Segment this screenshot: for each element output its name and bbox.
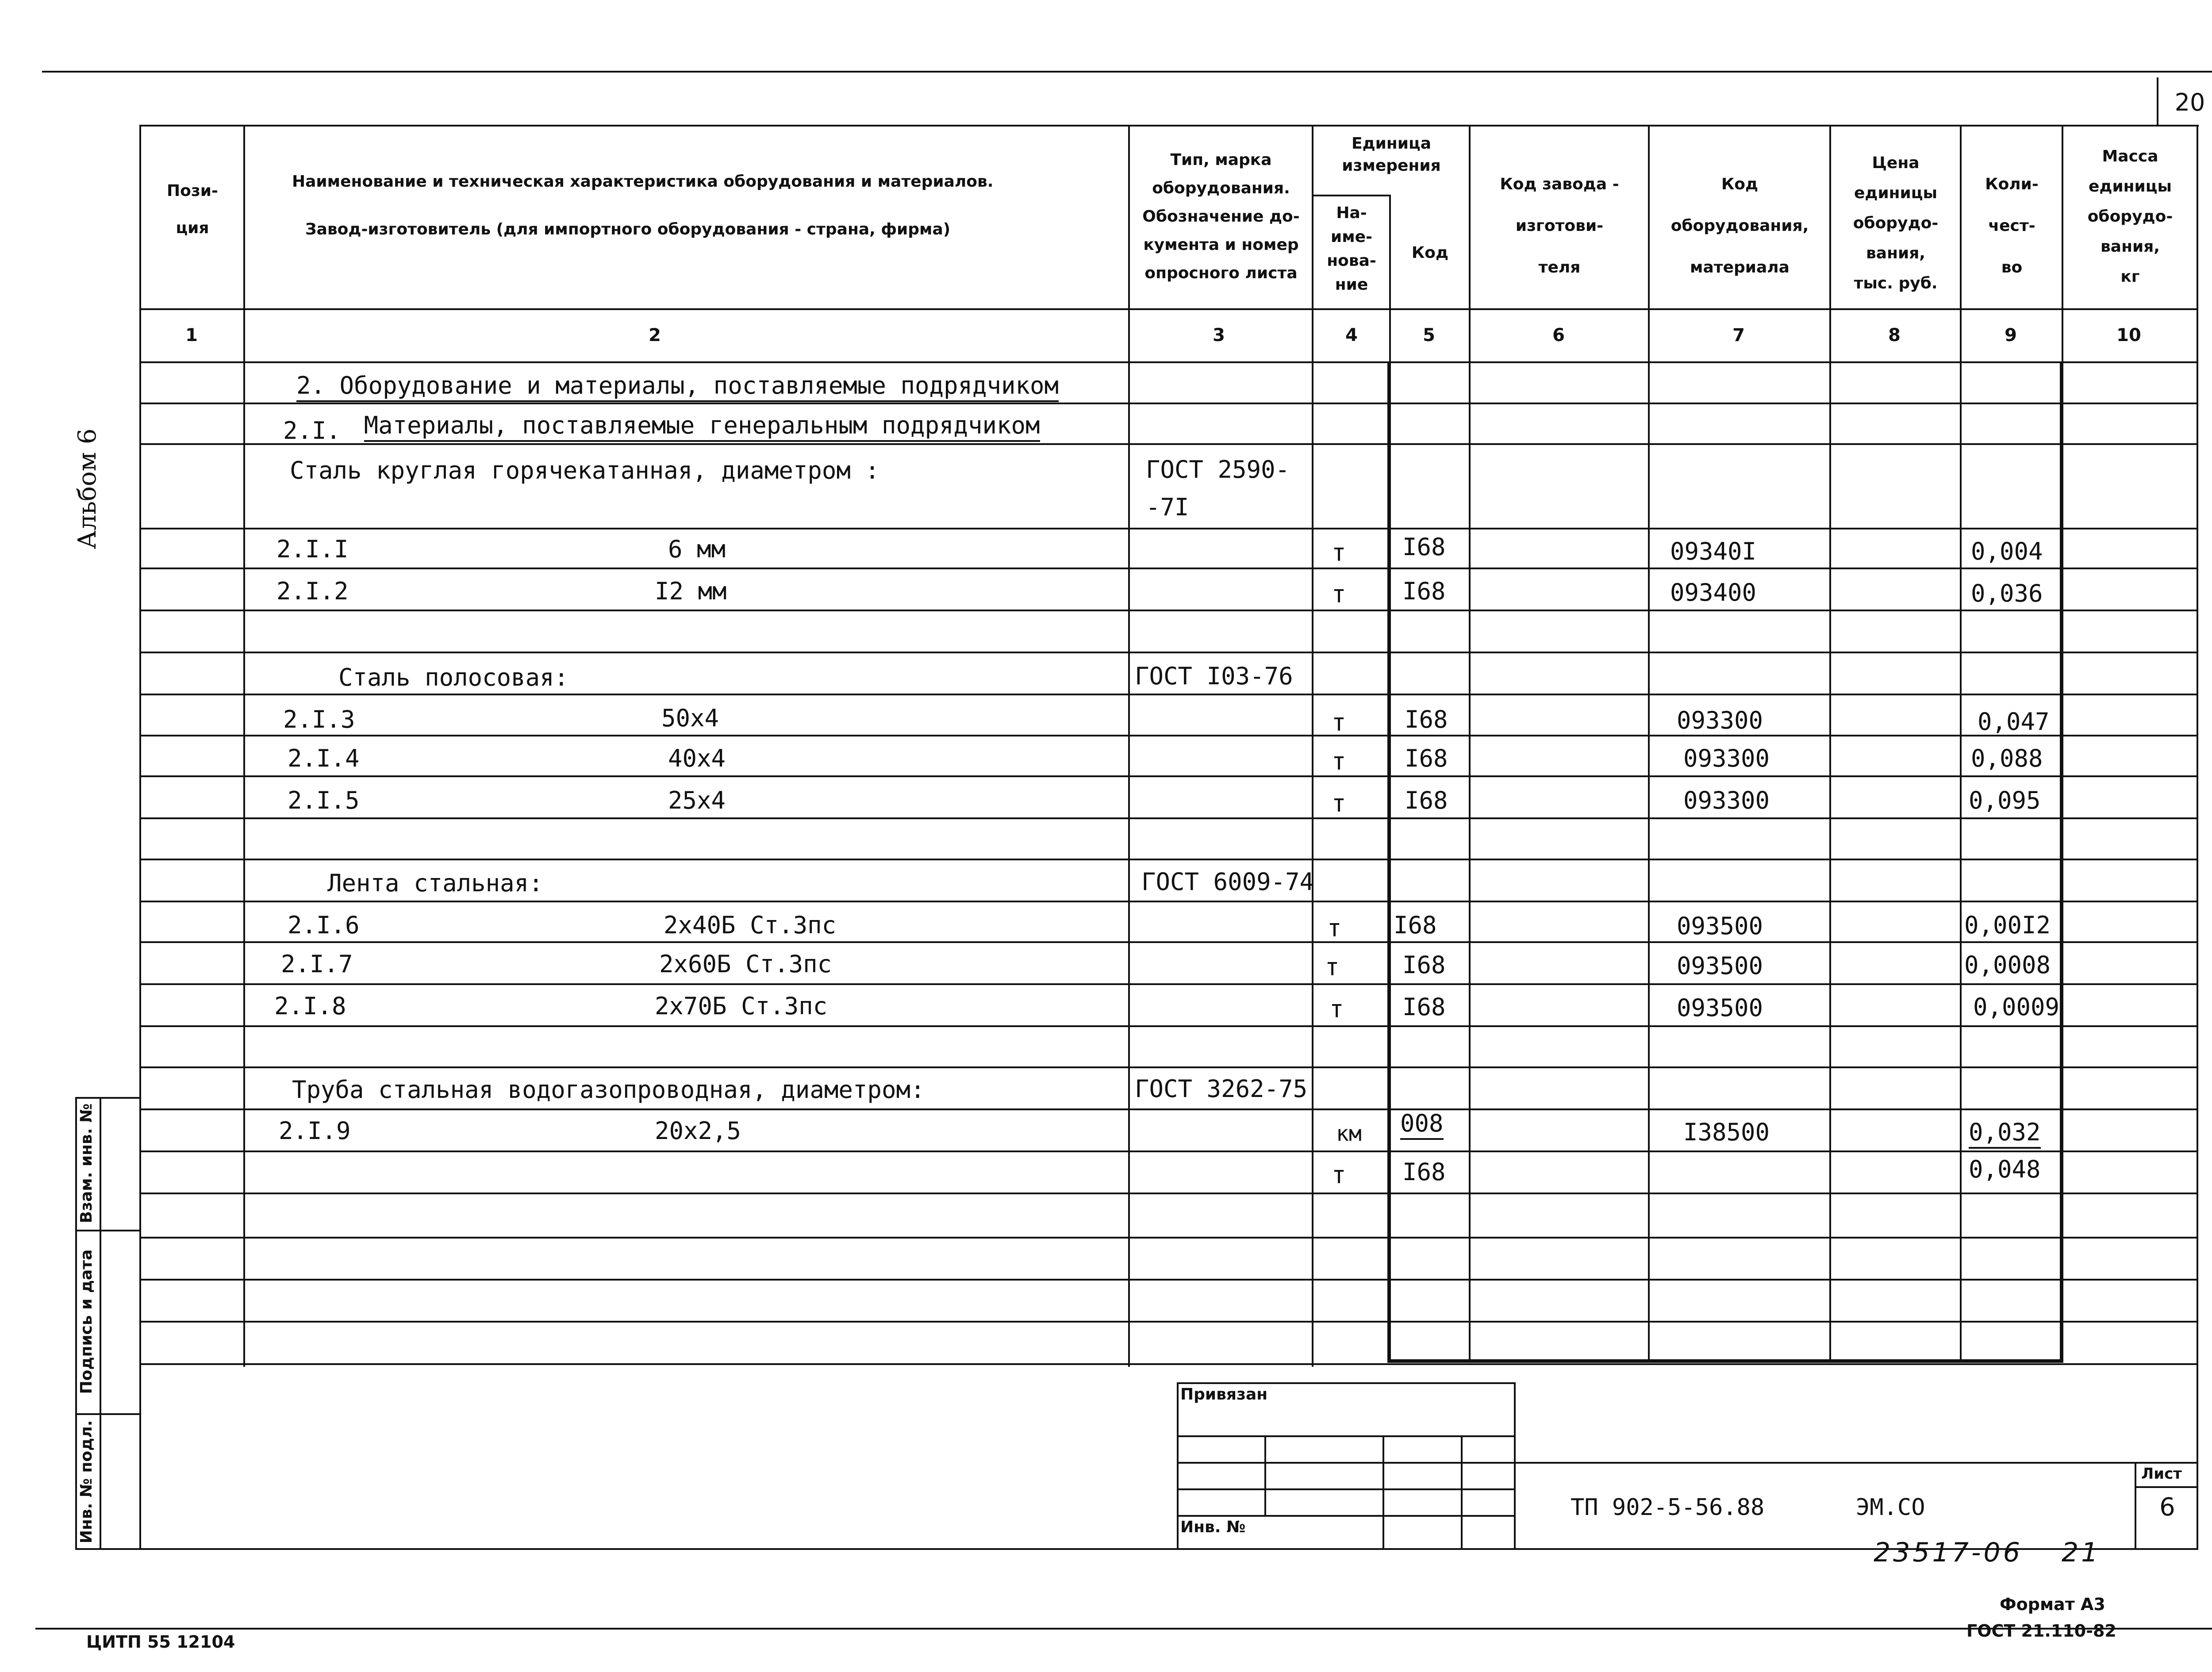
colnum-4: 4: [1345, 325, 1358, 345]
col-line-9a: [2062, 125, 2063, 365]
row-line: [139, 817, 2197, 819]
item-unit: т: [1327, 914, 1342, 942]
item-qty: 0,0009: [1973, 993, 2060, 1021]
header-mass: Масса единицы оборудо- вания, кг: [2087, 147, 2173, 286]
item-material-code: 093300: [1683, 786, 1770, 814]
list-box-divider: [2135, 1486, 2198, 1488]
row-line: [139, 1150, 2197, 1152]
item-unit: т: [1332, 790, 1346, 817]
col-line-7a: [1829, 125, 1831, 365]
item-unit: т: [1332, 539, 1346, 567]
block-right: [2060, 361, 2063, 1362]
header-factory-code: Код завода - изготови- теля: [1500, 175, 1619, 276]
item-unit: т: [1329, 995, 1344, 1023]
group-doc: ГОСТ 6009-74: [1141, 868, 1314, 896]
item-code: I68: [1394, 911, 1437, 939]
col-line-2: [1128, 125, 1130, 1367]
album-label: Альбом 6: [73, 428, 102, 549]
side-label-podpis: Подпись и дата: [77, 1249, 96, 1394]
item-pos: 2.I.2: [276, 577, 349, 605]
colnum-7: 7: [1732, 325, 1745, 345]
section-title: [296, 372, 1059, 399]
col-line-4a: [1389, 195, 1391, 365]
col-line-8a: [1960, 125, 1962, 365]
item-qty: 0,048: [1969, 1155, 2041, 1183]
col-line-6b: [1648, 361, 1650, 1361]
item-spec: 2x70Б Ст.3пс: [655, 992, 828, 1020]
item-code: I68: [1402, 1158, 1446, 1186]
sheet-box-left: [2157, 77, 2158, 126]
footer-printer: ЦИТП 55 12104: [86, 1632, 235, 1652]
item-spec: 6 мм: [668, 535, 726, 563]
group-title: Сталь круглая горячекатанная, диаметром :: [290, 456, 879, 484]
subsection-title: Материалы, поставляемые генеральным подрядчиком: [364, 411, 1040, 442]
header-name-line2: Завод-изготовитель (для импортного оборудования - страна, фирма): [305, 220, 951, 238]
item-material-code: 093400: [1670, 579, 1757, 606]
stamp-right: [1514, 1382, 1516, 1549]
footer-format: Формат А3: [2000, 1595, 2105, 1614]
doc-mark: ЭМ.СО: [1856, 1494, 1925, 1521]
colnum-1: 1: [185, 325, 198, 345]
group-title: Сталь полосовая:: [338, 663, 569, 691]
row-line: [139, 1363, 2197, 1365]
row-line: [139, 1237, 2197, 1239]
stamp-top: [1177, 1382, 1515, 1384]
col-line-7b: [1829, 361, 1831, 1361]
stamp-left: [1177, 1382, 1179, 1549]
group-title: Труба стальная водогазопроводная, диаметром:: [292, 1076, 925, 1104]
list-box-left: [2135, 1462, 2136, 1549]
side-stamp-top: [75, 1097, 141, 1099]
frame-right: [2197, 125, 2198, 1549]
item-spec: 2x40Б Ст.3пс: [664, 911, 837, 939]
row-line: [139, 901, 2197, 902]
list-label: Лист: [2141, 1465, 2182, 1483]
colnum-9: 9: [2005, 325, 2017, 345]
item-pos: 2.I.7: [281, 950, 353, 978]
stamp-privyazan: Привязан: [1180, 1385, 1268, 1404]
group-doc-cont: -7I: [1146, 493, 1189, 521]
stamp-line: [1177, 1462, 1515, 1464]
item-material-code: 093500: [1677, 952, 1763, 980]
group-title: Лента стальная:: [327, 869, 543, 897]
col-line-8b: [1960, 361, 1962, 1361]
item-code: I68: [1405, 786, 1448, 814]
item-code: I68: [1402, 951, 1446, 979]
archive-number: 23517-06: [1874, 1537, 2023, 1568]
item-code: I68: [1402, 533, 1446, 561]
stamp-col: [1264, 1435, 1266, 1515]
colnum-bottom: [139, 361, 2197, 363]
item-pos: 2.I.I: [276, 535, 349, 563]
item-spec: 40x4: [668, 744, 726, 772]
col-line-5a: [1469, 125, 1471, 365]
item-spec: 50x4: [661, 704, 719, 732]
item-unit: км: [1336, 1121, 1362, 1146]
row-line: [139, 983, 2197, 985]
item-unit: т: [1332, 1161, 1346, 1189]
row-line: [139, 528, 2197, 529]
row-line: [139, 1193, 2197, 1194]
row-line: [139, 735, 2197, 736]
colnum-3: 3: [1213, 325, 1225, 345]
row-line: [139, 1321, 2197, 1323]
item-code: I68: [1405, 744, 1448, 772]
item-pos: 2.I.6: [288, 911, 360, 939]
item-unit: т: [1325, 953, 1340, 981]
item-material-code: 093500: [1677, 994, 1763, 1022]
item-code: I68: [1402, 577, 1446, 605]
header-material-code: Код оборудования, материала: [1671, 175, 1809, 276]
col-line-3: [1312, 125, 1313, 1367]
item-spec: 20x2,5: [655, 1117, 741, 1145]
item-code: 008: [1400, 1109, 1444, 1140]
stamp-line: [1177, 1435, 1515, 1437]
row-line: [139, 1066, 2197, 1068]
row-line: [139, 1025, 2197, 1027]
header-bottom: [139, 308, 2197, 310]
item-pos: 2.I.5: [288, 786, 360, 814]
doc-code: ТП 902-5-56.88: [1571, 1494, 1765, 1521]
side-stamp-left: [75, 1097, 77, 1550]
row-line: [139, 403, 2197, 404]
item-spec: 2x60Б Ст.3пс: [659, 950, 832, 978]
item-code: I68: [1402, 993, 1446, 1021]
header-unit-group: Единица измерения: [1342, 134, 1441, 175]
colnum-10: 10: [2116, 325, 2141, 345]
stamp-inv-no: Инв. №: [1180, 1518, 1246, 1536]
item-spec: I2 мм: [655, 577, 727, 605]
item-unit: т: [1332, 709, 1346, 736]
item-material-code: I38500: [1683, 1118, 1770, 1146]
item-qty: 0,0008: [1964, 951, 2051, 979]
stamp-line: [1177, 1488, 1515, 1490]
item-material-code: 093500: [1677, 912, 1763, 940]
row-line: [139, 652, 2197, 653]
colnum-8: 8: [1888, 325, 1901, 345]
side-label-inv: Инв. № подл.: [77, 1420, 96, 1544]
row-line: [139, 775, 2197, 777]
section-title-text: 2. Оборудование и материалы, поставляемые подрядчиком: [296, 372, 1059, 402]
colnum-6: 6: [1552, 325, 1565, 345]
row-line: [139, 610, 2197, 611]
list-number: 6: [2159, 1493, 2175, 1522]
header-name-line1: Наименование и техническая характеристика оборудования и материалов.: [292, 173, 994, 191]
item-unit: т: [1332, 580, 1346, 608]
group-doc: ГОСТ 2590-: [1146, 456, 1290, 483]
item-qty: 0,036: [1971, 579, 2043, 607]
item-qty: 0,00I2: [1964, 911, 2051, 939]
block-left: [1387, 361, 1391, 1362]
col-line-5b: [1469, 361, 1471, 1361]
unit-split-line: [1312, 195, 1390, 196]
col-line-1: [243, 125, 245, 1367]
item-qty: 0,095: [1969, 786, 2041, 814]
item-pos: 2.I.8: [274, 992, 346, 1020]
header-unit-code: Код: [1411, 244, 1449, 262]
row-line: [139, 1279, 2197, 1281]
archive-page: 21: [2062, 1537, 2101, 1568]
row-line: [139, 443, 2197, 445]
item-material-code: 09340I: [1670, 537, 1757, 565]
footer-gost: ГОСТ 21.110-82: [1966, 1621, 2116, 1641]
item-qty: 0,047: [1978, 708, 2050, 736]
item-qty: 0,032: [1969, 1118, 2041, 1149]
sheet-number: 20: [2174, 88, 2205, 116]
col-line-6a: [1648, 125, 1650, 365]
group-doc: ГОСТ I03-76: [1135, 662, 1293, 690]
header-quantity: Коли- чест- во: [1985, 175, 2039, 276]
bottom-trim-line: [35, 1628, 2212, 1630]
row-line: [139, 568, 2197, 569]
top-trim-line: [42, 71, 2212, 73]
row-line: [139, 694, 2197, 695]
subsection-row: [283, 411, 1040, 445]
item-material-code: 093300: [1683, 744, 1770, 772]
item-pos: 2.I.3: [283, 706, 355, 733]
row-line: [139, 859, 2197, 860]
item-qty: 0,004: [1971, 537, 2043, 565]
item-unit: т: [1332, 748, 1346, 775]
stamp-line: [1177, 1515, 1515, 1517]
header-unit-name: На- име- нова- ние: [1327, 204, 1376, 294]
header-price: Цена единицы оборудо- вания, тыс. руб.: [1853, 154, 1939, 292]
frame-left: [139, 125, 141, 1549]
title-block-top: [1514, 1462, 2198, 1464]
item-pos: 2.I.4: [288, 744, 360, 772]
side-label-zam: Взам. инв. №: [77, 1103, 96, 1223]
frame-top: [139, 125, 2199, 127]
item-code: I68: [1405, 706, 1448, 733]
row-line: [139, 941, 2197, 943]
group-doc: ГОСТ 3262-75: [1135, 1075, 1308, 1103]
header-type: Тип, марка оборудования. Обозначение до- кумента и номер опросного листа: [1142, 151, 1300, 282]
stamp-col: [1382, 1435, 1384, 1549]
item-qty: 0,088: [1971, 744, 2043, 772]
row-line: [139, 1108, 2197, 1110]
colnum-5: 5: [1423, 325, 1435, 345]
subsection-number: 2.I.: [283, 417, 341, 445]
item-spec: 25x4: [668, 786, 726, 814]
colnum-2: 2: [649, 325, 661, 345]
side-stamp-inner: [100, 1097, 101, 1550]
item-material-code: 093300: [1677, 706, 1763, 734]
block-bottom: [1387, 1359, 2063, 1363]
header-position: Пози- ция: [167, 182, 218, 237]
item-pos: 2.I.9: [279, 1117, 351, 1145]
stamp-col: [1461, 1435, 1463, 1549]
